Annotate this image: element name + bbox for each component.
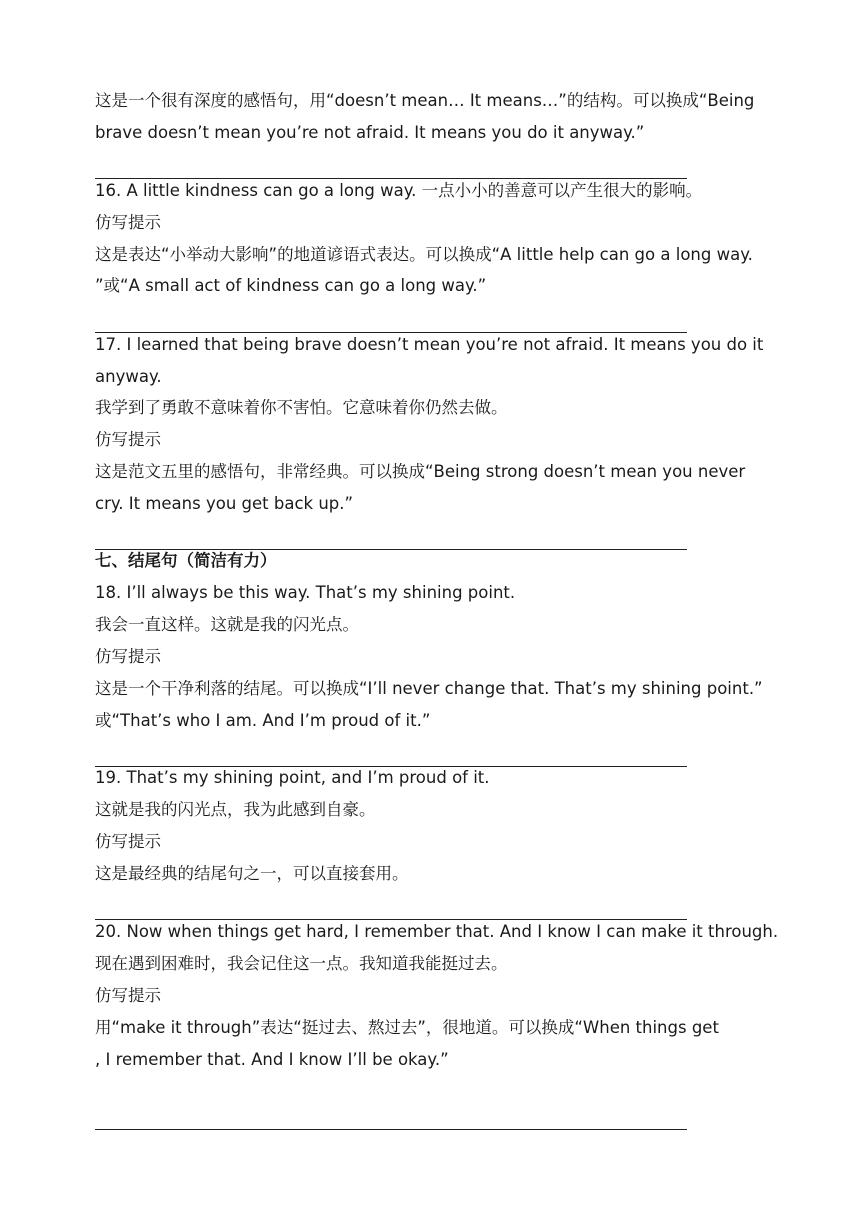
item16-hint-line-1: 这是表达“小举动大影响”的地道谚语式表达。可以换成“A little help can go a long way. — [95, 245, 753, 264]
item19-hint-label: 仿写提示 — [95, 832, 161, 851]
item17-hint-line-2: cry. It means you get back up.” — [95, 494, 354, 513]
item17-hint-label: 仿写提示 — [95, 430, 161, 449]
item20-hint-label: 仿写提示 — [95, 986, 161, 1005]
divider-rule — [95, 332, 687, 333]
item17-sentence-line-1: 17. I learned that being brave doesn’t mean you’re not afraid. It means you do it — [95, 335, 764, 354]
item18-hint-label: 仿写提示 — [95, 647, 161, 666]
item18-hint-line-2: 或“That’s who I am. And I’m proud of it.” — [95, 711, 431, 730]
item16-hint-label: 仿写提示 — [95, 213, 161, 232]
item18-hint-line-1: 这是一个干净利落的结尾。可以换成“I’ll never change that. That’s my shining point.” — [95, 679, 763, 698]
item19-translation: 这就是我的闪光点，我为此感到自豪。 — [95, 800, 376, 819]
item19-hint-line-1: 这是最经典的结尾句之一，可以直接套用。 — [95, 864, 409, 883]
item20-hint-line-2: , I remember that. And I know I’ll be okay.” — [95, 1050, 449, 1069]
item17-translation: 我学到了勇敢不意味着你不害怕。它意味着你仍然去做。 — [95, 398, 508, 417]
item20-hint-line-1: 用“make it through”表达“挺过去、熬过去”，很地道。可以换成“When things get — [95, 1018, 719, 1037]
divider-rule — [95, 1129, 687, 1130]
item16-sentence: 16. A little kindness can go a long way. 一点小小的善意可以产生很大的影响。 — [95, 181, 703, 200]
item19-sentence: 19. That’s my shining point, and I’m proud of it. — [95, 768, 490, 787]
divider-rule — [95, 919, 687, 920]
intro-line-1: 这是一个很有深度的感悟句，用“doesn’t mean… It means…”的结构。可以换成“Being — [95, 91, 755, 110]
item18-translation: 我会一直这样。这就是我的闪光点。 — [95, 615, 359, 634]
divider-rule — [95, 178, 687, 179]
intro-line-2: brave doesn’t mean you’re not afraid. It means you do it anyway.” — [95, 123, 645, 142]
item20-sentence: 20. Now when things get hard, I remember that. And I know I can make it through. — [95, 922, 779, 941]
item16-hint-line-2: ”或“A small act of kindness can go a long way.” — [95, 276, 487, 295]
item20-translation: 现在遇到困难时，我会记住这一点。我知道我能挺过去。 — [95, 954, 508, 973]
section7-heading: 七、结尾句（简洁有力） — [95, 551, 277, 570]
item18-sentence: 18. I’ll always be this way. That’s my shining point. — [95, 583, 516, 602]
item17-hint-line-1: 这是范文五里的感悟句，非常经典。可以换成“Being strong doesn’t mean you never — [95, 462, 746, 481]
item17-sentence-line-2: anyway. — [95, 367, 162, 386]
